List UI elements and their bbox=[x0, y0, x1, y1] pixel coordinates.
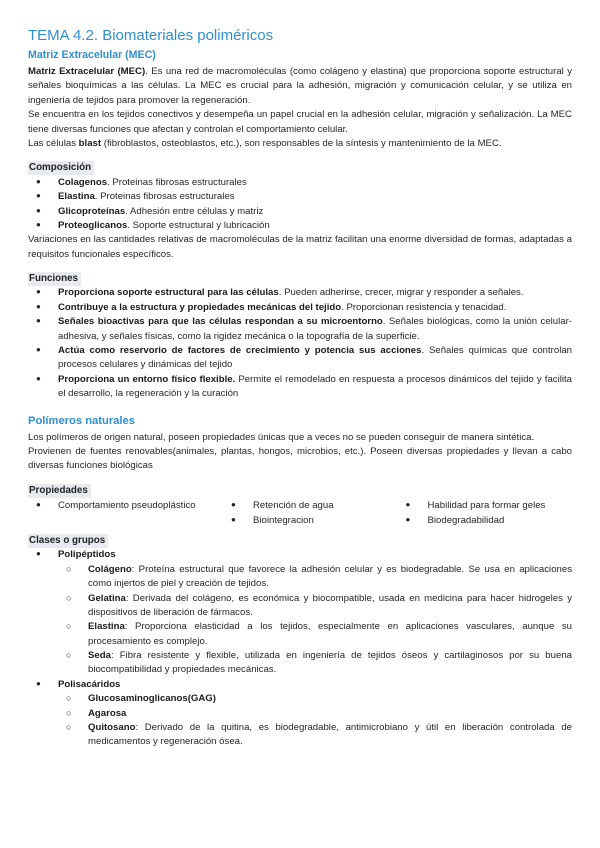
list-item: ○ Colágeno: Proteína estructural que favorece la adhesión celular y es biodegradable. Se usa en aplicaciones como injertos de piel y creación de tejidos. bbox=[58, 563, 572, 592]
polipeptidos-label: Polipéptidos bbox=[58, 549, 116, 561]
list-item: ● Biointegracion bbox=[223, 514, 398, 528]
list-item: ● Habilidad para formar geles bbox=[398, 499, 573, 513]
clases-heading: Clases o grupos bbox=[28, 534, 108, 548]
clases-section bbox=[28, 534, 572, 750]
clases-list bbox=[28, 548, 572, 562]
list-item: ● Actúa como reservorio de factores de crecimiento y potencia sus acciones. Señales químicas que controlan procesos celulares y dinámicas del tejido bbox=[28, 344, 572, 373]
mec-heading: Matriz Extracelular (MEC) bbox=[28, 49, 156, 61]
mec-p1-text: . Es una red de macromoléculas (como colágeno y elastina) que proporciona soporte estructural y señales bioquímicas a las células. La MEC es crucial para la adhesión, migración y comunicación celular, y se utiliza en ingeniería de tejidos para promover la regeneración. bbox=[28, 66, 573, 106]
list-item bbox=[28, 548, 572, 562]
funciones-heading: Funciones bbox=[28, 272, 81, 286]
list-item: ● Comportamiento pseudoplástico bbox=[28, 499, 198, 513]
composicion-heading: Composición bbox=[28, 161, 94, 175]
mec-paragraph-2: Se encuentra en los tejidos conectivos y desempeña un papel crucial en la adhesión celular, migración y señalización. La MEC tiene diversas funciones que afectan y controlan el comportamiento celular. bbox=[28, 109, 572, 135]
mec-paragraph-3 bbox=[28, 137, 572, 151]
polisacaridos-list bbox=[28, 692, 572, 750]
polimeros-paragraph-2: Provienen de fuentes renovables(animales, plantas, hongos, microbios, etc.). Poseen diversas propiedades y llevan a cabo diversas funciones biológicas bbox=[28, 445, 572, 472]
mec-paragraph-1 bbox=[28, 65, 572, 108]
clases-list-2 bbox=[28, 678, 572, 692]
list-item: ● Biodegradabilidad bbox=[398, 514, 573, 528]
list-item: ● Proteoglicanos. Soporte estructural y lubricación bbox=[28, 219, 572, 233]
funciones-list bbox=[28, 286, 572, 401]
polimeros-paragraph-1: Los polímeros de origen natural, poseen propiedades únicas que a veces no se pueden conseguir de manera sintética. bbox=[28, 431, 535, 443]
polipeptidos-list bbox=[28, 563, 572, 678]
polisacaridos-label: Polisacáridos bbox=[58, 678, 121, 690]
funciones-section bbox=[28, 272, 572, 402]
list-item: ○ Elastina: Proporciona elasticidad a los tejidos, especialmente en aplicaciones vasculares, aunque su procesamiento es complejo. bbox=[58, 620, 572, 649]
mec-p3-a: Las células bbox=[28, 137, 79, 149]
list-item: ○ Gelatina: Derivada del colágeno, es económica y biocompatible, usada en medicina para hacer hidrogeles y dispositivos de liberación de fármacos. bbox=[58, 592, 572, 621]
composicion-section bbox=[28, 161, 572, 262]
composicion-note: Variaciones en las cantidades relativas de macromoléculas de la matriz facilitan una enorme diversidad de formas, adaptadas a requisitos funcionales específicos. bbox=[28, 234, 572, 260]
propiedades-section bbox=[28, 484, 572, 528]
list-item: ○ Agarosa bbox=[58, 707, 572, 721]
list-item: ○ Seda: Fibra resistente y flexible, utilizada en ingeniería de tejidos óseos y cartilaginosos por su buena biocompatibilidad y propiedades mecánicas. bbox=[58, 649, 572, 678]
mec-p1-bold: Matriz Extracelular (MEC) bbox=[28, 66, 146, 77]
propiedades-columns bbox=[28, 499, 572, 528]
list-item: ● Proporciona un entorno físico flexible. Permite el remodelado en respuesta a procesos dinámicos del tejido y facilita el desarrollo, la regeneración y la curación bbox=[28, 373, 572, 402]
list-item: ● Retención de agua bbox=[223, 499, 398, 513]
list-item: ● Señales bioactivas para que las células respondan a su microentorno. Señales biológicas, como la unión celular-adhesiva, y señales físicas, como la rigidez mecánica o la topografía de la superficie. bbox=[28, 315, 572, 344]
list-item: ● Colagenos. Proteinas fibrosas estructurales bbox=[28, 176, 572, 190]
page-title: TEMA 4.2. Biomateriales poliméricos bbox=[28, 27, 274, 44]
list-item: ● Glicoproteínas. Adhesión entre células y matriz bbox=[28, 205, 572, 219]
polimeros-heading: Polímeros naturales bbox=[28, 414, 135, 427]
list-item: ○ Quitosano: Derivado de la quitina, es biodegradable, antimicrobiano y útil en liberación controlada de medicamentos y regeneración ósea. bbox=[58, 721, 572, 750]
propiedades-heading: Propiedades bbox=[28, 484, 91, 498]
list-item: ● Proporciona soporte estructural para las células. Pueden adherirse, crecer, migrar y responder a señales. bbox=[28, 286, 572, 300]
propiedades-col-2 bbox=[223, 499, 398, 528]
propiedades-col-3 bbox=[398, 499, 573, 528]
list-item bbox=[28, 678, 572, 692]
list-item: ● Elastina. Proteinas fibrosas estructurales bbox=[28, 190, 572, 204]
mec-p3-b: (fibroblastos, osteoblastos, etc.), son responsables de la síntesis y mantenimiento de la MEC. bbox=[101, 137, 502, 149]
propiedades-col-1 bbox=[28, 499, 198, 528]
mec-p3-bold: blast bbox=[78, 137, 102, 149]
composicion-list bbox=[28, 176, 572, 234]
list-item: ○ Glucosaminoglicanos(GAG) bbox=[58, 692, 572, 706]
list-item: ● Contribuye a la estructura y propiedades mecánicas del tejido. Proporcionan resistencia y tenacidad. bbox=[28, 301, 572, 315]
